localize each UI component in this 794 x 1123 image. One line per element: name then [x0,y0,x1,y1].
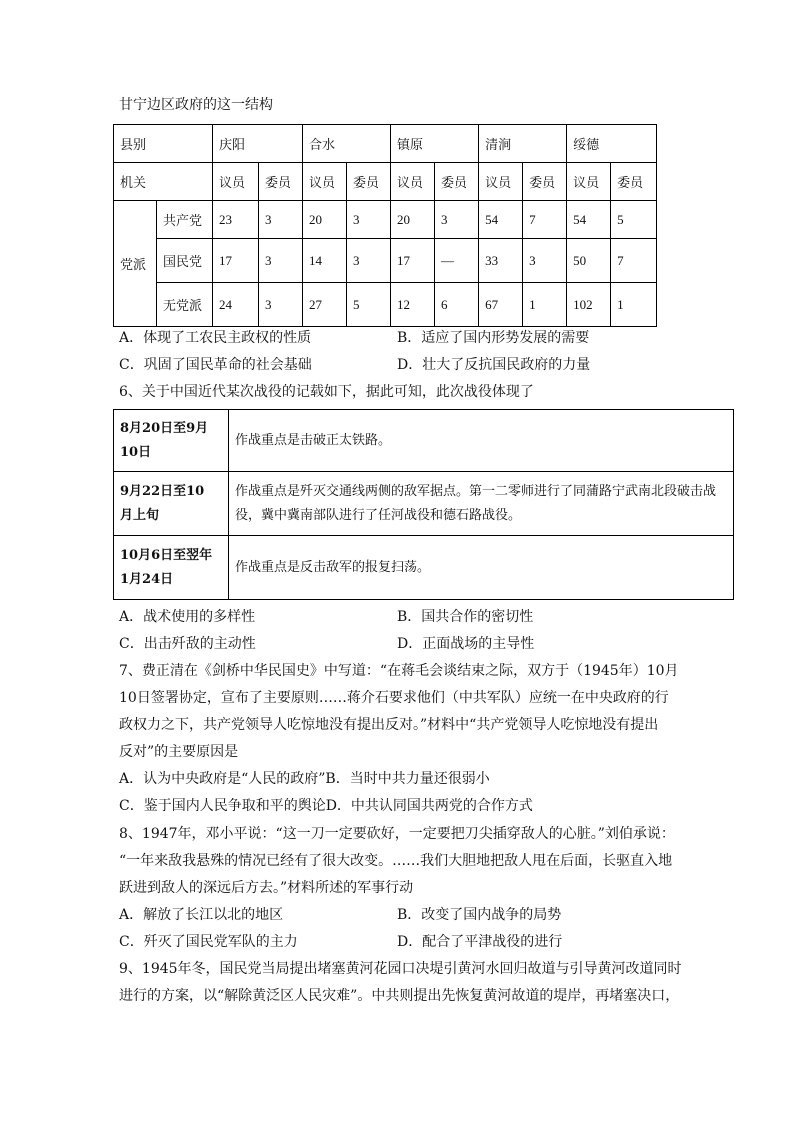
battle-date-line-2: 1月24日 [120,571,174,587]
header-county: 县别 [114,125,213,163]
q8-option-a: A．解放了长江以北的地区 [119,907,284,923]
q7-option-line: A．认为中央政府是“人民的政府”B．当时中共力量还很弱小 [119,771,490,787]
county-zhenyuan: 镇原 [391,125,479,163]
value-cell: 23 [213,201,259,239]
battle-date [114,410,229,472]
county-heshui: 合水 [303,125,391,163]
q5-option-c: C．巩固了国民革命的社会基础 [119,357,312,373]
value-cell: 3 [259,201,303,239]
header-party: 党派 [114,201,157,327]
org-cell: 议员 [567,163,611,201]
q7-stem-line: 反对”的主要原因是 [119,744,239,760]
q6-option-a: A．战术使用的多样性 [119,609,256,625]
value-cell: 1 [611,283,657,327]
value-cell: 27 [303,283,347,327]
org-cell: 议员 [391,163,435,201]
party-cpc: 共产党 [157,201,213,239]
battle-date [114,536,229,600]
value-cell: 102 [567,283,611,327]
org-cell: 委员 [259,163,303,201]
value-cell: 14 [303,239,347,283]
party-kmt: 国民党 [157,239,213,283]
party-independent: 无党派 [157,283,213,327]
q6-option-b: B．国共合作的密切性 [397,609,534,625]
q9-stem-line: 9、1945年冬，国民党当局提出堵塞黄河花园口决堤引黄河水回归故道与引导黄河改道同时 [119,961,682,977]
value-cell: 5 [611,201,657,239]
table-row [114,410,734,472]
q7-option-line: C．鉴于国内人民争取和平的舆论D．中共认同国共两党的合作方式 [119,798,533,814]
value-cell: 54 [567,201,611,239]
org-cell: 议员 [213,163,259,201]
q6-stem: 6、关于中国近代某次战役的记载如下，据此可知，此次战役体现了 [119,384,534,400]
value-cell: 3 [259,239,303,283]
value-cell: 17 [391,239,435,283]
battle-date-line-2: 月上旬 [120,507,160,523]
org-cell: 委员 [347,163,391,201]
value-cell: 3 [347,239,391,283]
value-cell: 12 [391,283,435,327]
value-cell: 7 [611,239,657,283]
value-cell: 20 [391,201,435,239]
table-row-org [114,163,657,201]
battle-content: 作战重点是反击敌军的报复扫荡。 [229,536,734,600]
value-cell: 6 [435,283,479,327]
q5-stem-tail: 甘宁边区政府的这一结构 [119,97,273,113]
value-cell: 54 [479,201,523,239]
org-cell: 议员 [303,163,347,201]
org-cell: 委员 [523,163,567,201]
table-row [114,536,734,600]
org-cell: 委员 [611,163,657,201]
value-cell: 7 [523,201,567,239]
value-cell: 1 [523,283,567,327]
org-cell: 委员 [435,163,479,201]
county-qingjian: 清涧 [479,125,567,163]
q6-option-c: C．出击歼敌的主动性 [119,636,256,652]
value-cell: 50 [567,239,611,283]
battle-date-line-1: 8月20日至9月 [120,420,209,436]
value-cell: 3 [435,201,479,239]
battle-date-line-1: 9月22日至10 [120,483,205,499]
table-row [114,283,657,327]
q6-option-d: D．正面战场的主导性 [397,636,535,652]
q7-stem-line: 政权力之下，共产党领导人吃惊地没有提出反对。”材料中“共产党领导人吃惊地没有提出 [119,717,659,733]
battle-date-line-2: 10日 [120,444,152,460]
q8-option-b: B．改变了国内战争的局势 [397,907,562,923]
value-cell: — [435,239,479,283]
table-row [114,201,657,239]
value-cell: 33 [479,239,523,283]
q8-option-d: D．配合了平津战役的进行 [397,934,563,950]
q8-option-c: C．歼灭了国民党军队的主力 [119,934,298,950]
table-row [114,472,734,536]
q5-option-b: B．适应了国内形势发展的需要 [397,330,590,346]
county-suide: 绥德 [567,125,657,163]
value-cell: 3 [523,239,567,283]
value-cell: 17 [213,239,259,283]
county-table [113,124,657,327]
q5-option-d: D．壮大了反抗国民政府的力量 [397,357,591,373]
q9-stem-line: 进行的方案，以“解除黄泛区人民灾难”。中共则提出先恢复黄河故道的堤岸，再堵塞决口， [119,988,680,1004]
table-row-county [114,125,657,163]
table-row [114,239,657,283]
org-cell: 议员 [479,163,523,201]
header-org: 机关 [114,163,213,201]
value-cell: 67 [479,283,523,327]
battle-content: 作战重点是击破正太铁路。 [229,410,734,472]
q7-stem-line: 10日签署协定，宣布了主要原则……蒋介石要求他们（中共军队）应统一在中央政府的行 [119,690,669,706]
value-cell: 3 [259,283,303,327]
battle-date [114,472,229,536]
q8-stem-line: “一年来敌我悬殊的情况已经有了很大改变。……我们大胆地把敌人甩在后面，长驱直入地 [119,853,673,869]
value-cell: 5 [347,283,391,327]
battle-table [113,409,734,600]
q8-stem-line: 8、1947年，邓小平说：“这一刀一定要砍好，一定要把刀尖插穿敌人的心脏。”刘伯承说： [119,826,675,842]
battle-content: 作战重点是歼灭交通线两侧的敌军据点。第一二零师进行了同蒲路宁武南北段破击战役，冀中冀南部队进行了任河战役和德石路战役。 [229,472,734,536]
q8-stem-line: 跃进到敌人的深远后方去。”材料所述的军事行动 [119,880,414,896]
value-cell: 24 [213,283,259,327]
q5-option-a: A．体现了工农民主政权的性质 [119,330,312,346]
value-cell: 20 [303,201,347,239]
q7-stem-line: 7、费正清在《剑桥中华民国史》中写道：“在蒋毛会谈结束之际，双方于（1945年）10月 [119,663,679,679]
county-qingyang: 庆阳 [213,125,303,163]
battle-date-line-1: 10月6日至翌年 [120,547,213,563]
value-cell: 3 [347,201,391,239]
